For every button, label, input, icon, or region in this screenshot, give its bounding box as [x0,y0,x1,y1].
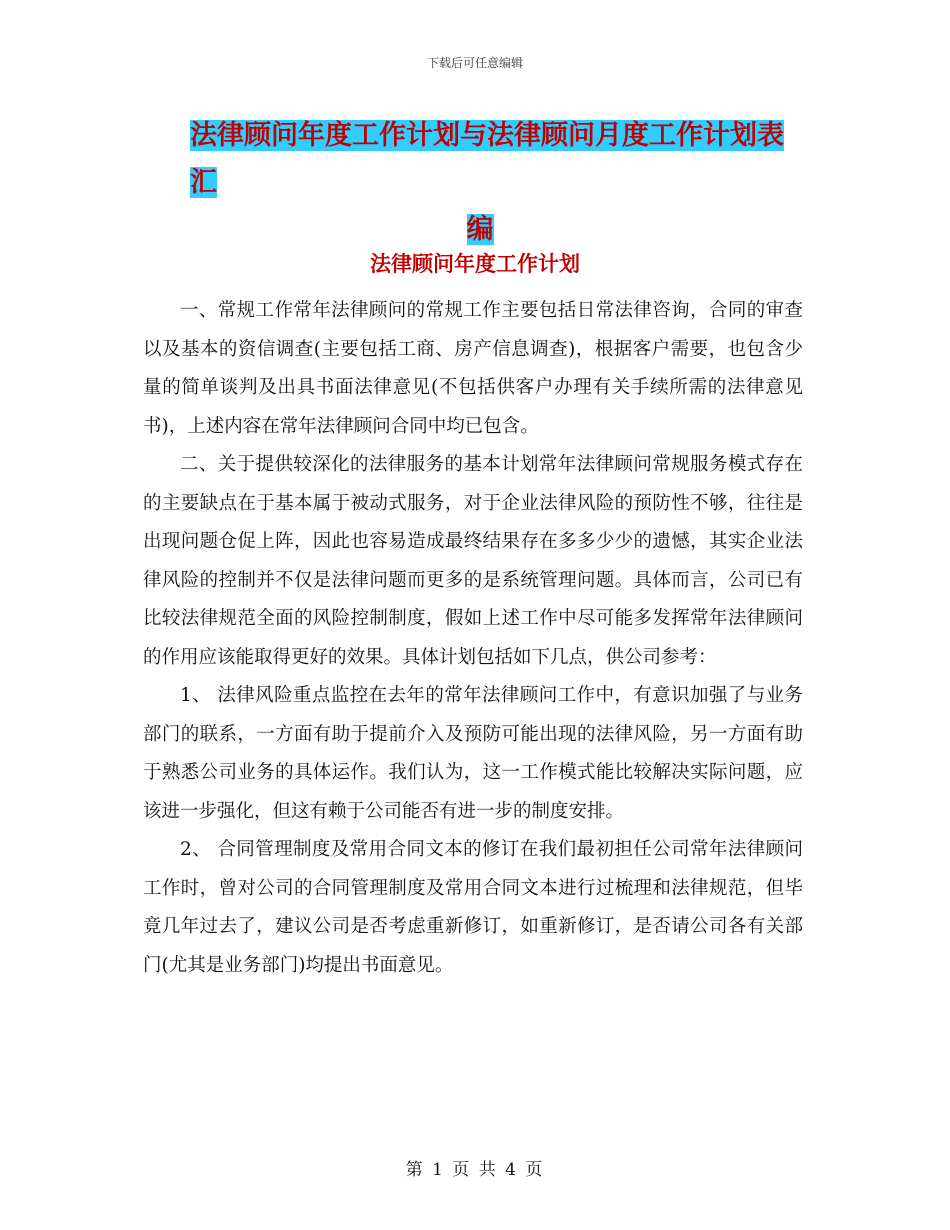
paragraph-1: 一、常规工作常年法律顾问的常规工作主要包括日常法律咨询，合同的审查以及基本的资信调查(主要包括工商、房产信息调查)，根据客户需要，也包含少量的简单谈判及出具书面法律意见(不包括供客户办理有关手续所需的法律意见书)，上述内容在常年法律顾问合同中均已包含。 [143,300,803,437]
paragraph-4: 2、 合同管理制度及常用合同文本的修订在我们最初担任公司常年法律顾问工作时，曾对公司的合同管理制度及常用合同文本进行过梳理和法律规范，但毕竟几年过去了，建议公司是否考虑重新修订，如重新修订，是否请公司各有关部门(尤其是业务部门)均提出书面意见。 [143,839,803,976]
page-number-footer: 第 1 页 共 4 页 [405,1160,545,1180]
title-line-2: 编 [466,214,494,245]
paragraph-2: 二、关于提供较深化的法律服务的基本计划常年法律顾问常规服务模式存在的主要缺点在于基本属于被动式服务，对于企业法律风险的预防性不够，往往是出现问题仓促上阵，因此也容易造成最终结果存在多多少少的遗憾，其实企业法律风险的控制并不仅是法律问题而更多的是系统管理问题。具体而言，公司已有比较法律规范全面的风险控制制度，假如上述工作中尽可能多发挥常年法律顾问的作用应该能取得更好的效果。具体计划包括如下几点，供公司参考： [143,454,803,668]
title-line-1: 法律顾问年度工作计划与法律顾问月度工作计划表汇 [190,120,784,198]
section-title: 法律顾问年度工作计划 [370,252,580,276]
document-title [190,112,810,253]
page-header-note: 下载后可任意编辑 [426,56,523,70]
paragraph-3: 1、 法律风险重点监控在去年的常年法律顾问工作中，有意识加强了与业务部门的联系，一方面有助于提前介入及预防可能出现的法律风险，另一方面有助于熟悉公司业务的具体运作。我们认为，这一工作模式能比较解决实际问题，应该进一步强化，但这有赖于公司能否有进一步的制度安排。 [143,685,803,822]
document-body [143,292,803,985]
